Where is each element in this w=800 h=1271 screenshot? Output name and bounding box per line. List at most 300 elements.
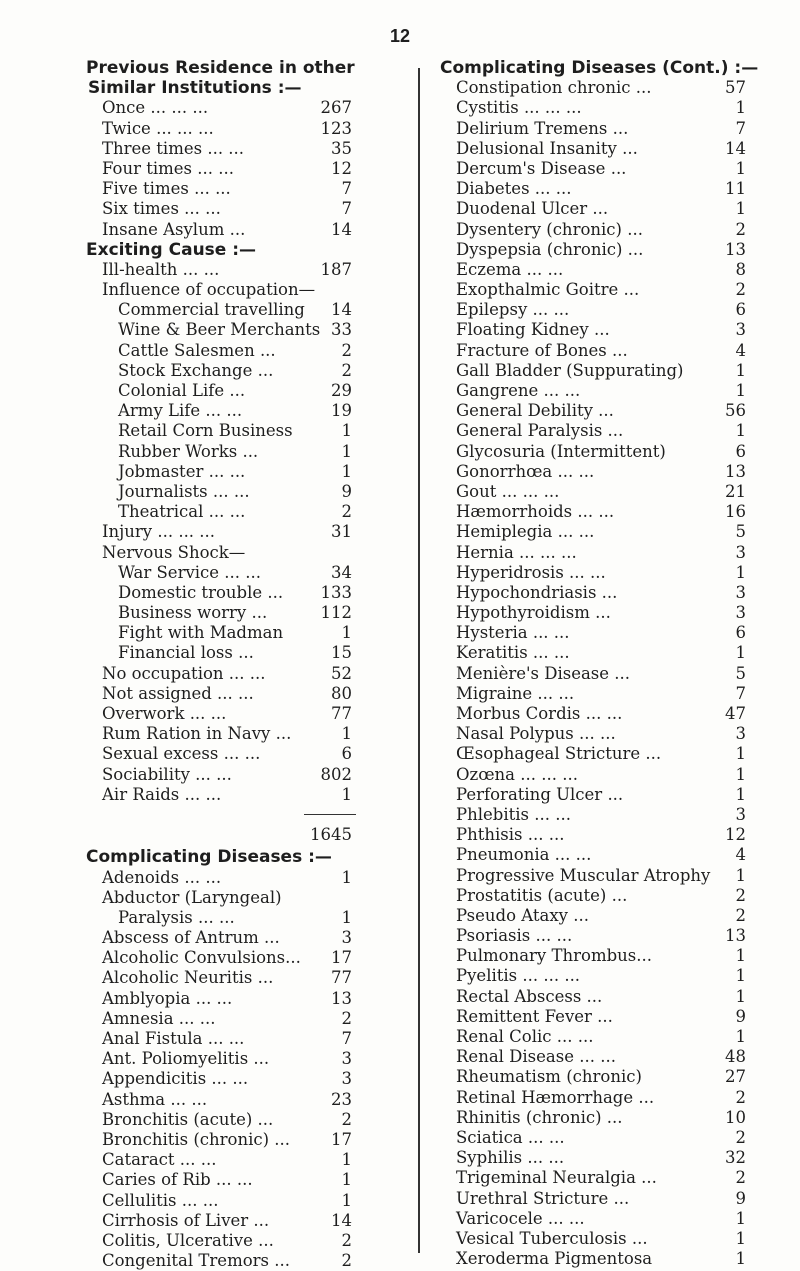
table-row [440,462,746,482]
table-row [440,199,746,219]
row-label: Duodenal Ulcer ... [456,199,608,219]
table-row [440,361,746,381]
row-label: Hypothyroidism ... [456,603,611,623]
table-row [86,868,386,888]
row-value: 3 [302,928,352,948]
table-row [440,684,746,704]
row-label: General Paralysis ... [456,421,623,441]
table-row [440,987,746,1007]
row-value: 48 [706,1047,746,1067]
row-label: Gout ... ... ... [456,482,559,502]
table-row [86,888,386,908]
row-label: Phthisis ... ... [456,825,564,845]
table-row [86,220,386,240]
row-label: Insane Asylum ... [102,220,245,240]
table-row [440,1027,746,1047]
table-row [440,442,746,462]
row-value: 31 [302,522,352,542]
table-row [440,401,746,421]
table-row [440,1229,746,1249]
row-value: 2 [706,906,746,926]
row-value: 1 [706,159,746,179]
table-row [440,260,746,280]
table-row [440,825,746,845]
table-row [440,785,746,805]
table-row [86,401,386,421]
row-label: Twice ... ... ... [102,119,214,139]
row-label: Bronchitis (chronic) ... [102,1130,290,1150]
row-value: 52 [302,664,352,684]
table-row [86,948,386,968]
row-value: 3 [302,1069,352,1089]
row-value: 2 [302,341,352,361]
row-label: Renal Colic ... ... [456,1027,594,1047]
row-value: 77 [302,704,352,724]
row-value: 123 [302,119,352,139]
row-value: 1 [706,866,746,886]
row-value: 1 [706,987,746,1007]
row-value: 33 [302,320,352,340]
exciting-cause-heading: Exciting Cause :— [86,240,386,260]
previous-residence-heading: Previous Residence in other [86,58,386,78]
row-value: 1 [302,421,352,441]
row-value: 27 [706,1067,746,1087]
row-label: Alcoholic Convulsions... [102,948,301,968]
row-label: Ozœna ... ... ... [456,765,578,785]
row-value: 14 [706,139,746,159]
table-row [86,1211,386,1231]
row-value: 1 [706,563,746,583]
row-label: Retinal Hæmorrhage ... [456,1088,654,1108]
table-row [440,502,746,522]
row-label: Pseudo Ataxy ... [456,906,589,926]
row-value: 7 [302,1029,352,1049]
row-label: Business worry ... [118,603,267,623]
row-label: Retail Corn Business [118,421,293,441]
row-label: Cataract ... ... [102,1150,217,1170]
row-label: Cirrhosis of Liver ... [102,1211,269,1231]
row-label: Epilepsy ... ... [456,300,569,320]
table-row [86,1009,386,1029]
table-row [440,603,746,623]
row-value: 2 [706,1088,746,1108]
table-row [86,361,386,381]
table-row [440,1189,746,1209]
row-value: 2 [302,1110,352,1130]
row-label: Sociability ... ... [102,765,232,785]
row-label: Journalists ... ... [118,482,250,502]
row-label: Bronchitis (acute) ... [102,1110,273,1130]
table-row [440,179,746,199]
table-row [86,179,386,199]
row-label: Four times ... ... [102,159,234,179]
row-value: 1 [706,1209,746,1229]
row-label: Colonial Life ... [118,381,245,401]
row-value: 1 [706,381,746,401]
row-value: 6 [706,623,746,643]
row-value: 17 [302,948,352,968]
row-label: Asthma ... ... [102,1090,207,1110]
row-value: 6 [706,442,746,462]
row-label: Overwork ... ... [102,704,226,724]
row-value: 13 [706,926,746,946]
table-row [86,928,386,948]
row-label: Cellulitis ... ... [102,1191,218,1211]
row-label: Diabetes ... ... [456,179,572,199]
row-label: Amblyopia ... ... [102,989,232,1009]
row-label: Hyperidrosis ... ... [456,563,606,583]
table-row [440,845,746,865]
row-label: Constipation chronic ... [456,78,652,98]
row-label: Theatrical ... ... [118,502,245,522]
row-value: 80 [302,684,352,704]
row-value: 14 [302,300,352,320]
row-value: 56 [706,401,746,421]
table-row [86,1090,386,1110]
complicating-diseases-cont-heading: Complicating Diseases (Cont.) :— [440,58,746,78]
table-row [440,119,746,139]
row-value: 1 [706,785,746,805]
row-label: Remittent Fever ... [456,1007,613,1027]
table-row [86,199,386,219]
row-value: 9 [302,482,352,502]
row-label: Hæmorrhoids ... ... [456,502,614,522]
table-row [440,1007,746,1027]
row-value: 32 [706,1148,746,1168]
row-value: 3 [706,320,746,340]
row-value: 3 [706,583,746,603]
row-value: 1 [706,199,746,219]
table-row [440,1108,746,1128]
table-row [86,462,386,482]
row-label: Caries of Rib ... ... [102,1170,253,1190]
row-value: 4 [706,341,746,361]
row-value: 16 [706,502,746,522]
table-row [440,1088,746,1108]
row-value: 1 [302,623,352,643]
table-row [86,968,386,988]
row-label: Sexual excess ... ... [102,744,260,764]
row-value: 7 [706,119,746,139]
table-row [440,1128,746,1148]
row-value: 133 [302,583,352,603]
row-label: Cattle Salesmen ... [118,341,276,361]
row-value: 2 [706,886,746,906]
row-value: 35 [302,139,352,159]
row-label: Jobmaster ... ... [118,462,245,482]
row-value: 15 [302,643,352,663]
row-label: Menière's Disease ... [456,664,630,684]
row-label: Rhinitis (chronic) ... [456,1108,623,1128]
row-value: 1 [706,98,746,118]
row-value: 3 [706,603,746,623]
table-row [86,583,386,603]
table-row [86,744,386,764]
table-row [86,341,386,361]
table-row [86,623,386,643]
row-label: Injury ... ... ... [102,522,215,542]
table-row [86,1110,386,1130]
row-label: Stock Exchange ... [118,361,273,381]
previous-residence-list [86,98,386,239]
row-label: Rum Ration in Navy ... [102,724,291,744]
row-value: 47 [706,704,746,724]
row-value: 1 [706,421,746,441]
row-label: Pulmonary Thrombus... [456,946,652,966]
row-value: 3 [706,805,746,825]
row-label: Sciatica ... ... [456,1128,565,1148]
table-row [440,78,746,98]
table-row [86,989,386,1009]
row-label: Abscess of Antrum ... [102,928,280,948]
table-row [86,320,386,340]
row-label: Pyelitis ... ... ... [456,966,580,986]
other-causes-list [86,664,386,805]
table-row [86,785,386,805]
table-row [440,381,746,401]
table-row [86,300,386,320]
row-label: Abductor (Laryngeal) [102,888,282,908]
row-label: Adenoids ... ... [102,868,221,888]
total-divider [86,805,386,825]
table-row [86,1170,386,1190]
row-value: 13 [706,240,746,260]
row-label: Nasal Polypus ... ... [456,724,616,744]
table-row [86,502,386,522]
table-row [440,805,746,825]
table-row [86,482,386,502]
row-label: Nervous Shock— [102,543,245,563]
row-value: 1 [302,1191,352,1211]
table-row [86,381,386,401]
table-row [440,1067,746,1087]
table-row [86,1231,386,1251]
table-row [440,906,746,926]
table-row [440,320,746,340]
row-label: Gall Bladder (Suppurating) [456,361,683,381]
row-value: 34 [302,563,352,583]
table-row [440,744,746,764]
row-value: 2 [302,361,352,381]
row-value: 1 [302,785,352,805]
row-value: 2 [706,1128,746,1148]
row-value: 1 [302,724,352,744]
row-value: 3 [706,543,746,563]
row-label: Morbus Cordis ... ... [456,704,622,724]
table-row [440,341,746,361]
row-value: 12 [706,825,746,845]
nervous-shock-subheading [86,543,386,563]
row-label: Hemiplegia ... ... [456,522,594,542]
row-value: 8 [706,260,746,280]
table-row [86,119,386,139]
row-label: Dyspepsia (chronic) ... [456,240,643,260]
previous-residence-heading-cont: Similar Institutions :— [86,78,386,98]
table-row [86,765,386,785]
row-value: 2 [302,502,352,522]
row-value: 2 [302,1009,352,1029]
row-value: 2 [706,220,746,240]
row-label: Vesical Tuberculosis ... [456,1229,648,1249]
row-value: 1 [706,361,746,381]
table-row [440,765,746,785]
row-value: 77 [302,968,352,988]
row-value: 1 [706,1229,746,1249]
table-row [86,1251,386,1271]
row-label: Gangrene ... ... [456,381,580,401]
row-label: Dysentery (chronic) ... [456,220,643,240]
row-value: 21 [706,482,746,502]
table-row [86,643,386,663]
table-row [440,139,746,159]
right-column [440,58,746,1269]
table-row [440,926,746,946]
table-row [86,139,386,159]
table-row [86,724,386,744]
row-value: 1 [706,1249,746,1269]
row-label: Delirium Tremens ... [456,119,628,139]
row-label: Xeroderma Pigmentosa [456,1249,652,1269]
table-row [440,664,746,684]
row-label: General Debility ... [456,401,614,421]
row-label: Psoriasis ... ... [456,926,572,946]
row-value: 23 [302,1090,352,1110]
total-value: 1645 [302,825,352,845]
row-value: 17 [302,1130,352,1150]
table-row [440,866,746,886]
table-row [440,98,746,118]
row-value: 57 [706,78,746,98]
row-label: War Service ... ... [118,563,261,583]
row-label: Colitis, Ulcerative ... [102,1231,274,1251]
row-value: 802 [302,765,352,785]
row-value: 1 [302,442,352,462]
row-label: Hypochondriasis ... [456,583,617,603]
column-divider [418,68,420,1253]
table-row [440,280,746,300]
row-value: 7 [706,684,746,704]
row-value: 1 [706,946,746,966]
row-label: Perforating Ulcer ... [456,785,623,805]
table-row [86,563,386,583]
table-row [440,240,746,260]
row-label: Progressive Muscular Atrophy [456,866,710,886]
row-label: Urethral Stricture ... [456,1189,629,1209]
row-label: Amnesia ... ... [102,1009,216,1029]
table-row [86,603,386,623]
row-value: 2 [706,1168,746,1188]
occupation-list [86,300,386,522]
total-row [86,825,386,845]
row-label: Rheumatism (chronic) [456,1067,642,1087]
table-row [440,966,746,986]
table-row [440,1249,746,1269]
row-label: Syphilis ... ... [456,1148,564,1168]
row-value: 9 [706,1007,746,1027]
row-label: Migraine ... ... [456,684,574,704]
table-row [86,1150,386,1170]
row-label: Rectal Abscess ... [456,987,602,1007]
row-value: 9 [706,1189,746,1209]
row-value: 6 [302,744,352,764]
row-label: Not assigned ... ... [102,684,254,704]
row-value: 1 [706,1027,746,1047]
row-label: Renal Disease ... ... [456,1047,616,1067]
table-row [440,522,746,542]
row-value: 29 [302,381,352,401]
table-row [86,442,386,462]
table-row [440,623,746,643]
table-row [440,1209,746,1229]
table-row [440,482,746,502]
row-label: No occupation ... ... [102,664,266,684]
table-row [86,260,386,280]
row-label: Prostatitis (acute) ... [456,886,627,906]
row-label: Wine & Beer Merchants [118,320,320,340]
table-row [440,421,746,441]
occupation-subheading [86,280,386,300]
table-row [440,724,746,744]
row-value: 267 [302,98,352,118]
row-label: Ant. Poliomyelitis ... [102,1049,269,1069]
row-label: Hernia ... ... ... [456,543,577,563]
table-row [86,98,386,118]
row-value: 1 [302,1170,352,1190]
row-value: 5 [706,522,746,542]
row-label: Three times ... ... [102,139,244,159]
row-label: Financial loss ... [118,643,254,663]
row-label: Trigeminal Neuralgia ... [456,1168,657,1188]
table-row [86,421,386,441]
left-column [86,58,386,1271]
row-value: 10 [706,1108,746,1128]
row-label: Dercum's Disease ... [456,159,626,179]
complicating-diseases-cont-list [440,78,746,1269]
row-value: 1 [302,462,352,482]
row-value: 3 [302,1049,352,1069]
row-label: Delusional Insanity ... [456,139,638,159]
row-value: 187 [302,260,352,280]
row-value: 4 [706,845,746,865]
row-value: 3 [706,724,746,744]
table-row [440,1047,746,1067]
table-row [440,220,746,240]
row-value: 1 [302,868,352,888]
row-label: Paralysis ... ... [118,908,235,928]
row-label: Floating Kidney ... [456,320,610,340]
row-value: 7 [302,199,352,219]
row-label: Six times ... ... [102,199,221,219]
page-number: 12 [0,26,800,47]
row-value: 1 [706,643,746,663]
row-label: Phlebitis ... ... [456,805,571,825]
row-label: Hysteria ... ... [456,623,570,643]
row-label: Eczema ... ... [456,260,563,280]
row-value: 1 [302,1150,352,1170]
complicating-diseases-heading: Complicating Diseases :— [86,847,386,867]
row-label: Rubber Works ... [118,442,258,462]
row-label: Influence of occupation— [102,280,315,300]
row-label: Air Raids ... ... [102,785,221,805]
row-value: 2 [302,1231,352,1251]
complicating-diseases-list [86,868,386,1271]
row-label: Congenital Tremors ... [102,1251,290,1271]
table-row [86,159,386,179]
table-row [440,159,746,179]
row-value: 1 [302,908,352,928]
table-row [440,583,746,603]
row-label: Alcoholic Neuritis ... [102,968,273,988]
